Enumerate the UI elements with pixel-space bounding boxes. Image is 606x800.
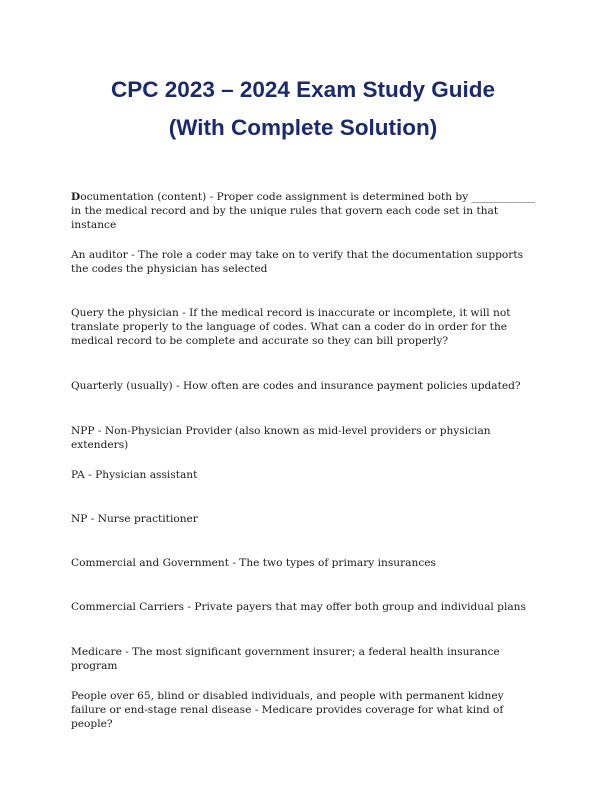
study-entry-commercial-government: Commercial and Government - The two types of primary insurances xyxy=(71,557,436,569)
study-entry-query-physician: Query the physician - If the medical record is inaccurate or incomplete, it will not translate properly to the language of codes. What can a coder do in order for the medical record to be complete and accurate so they can bill properly? xyxy=(71,307,511,348)
study-entry-medicare: Medicare - The most significant government insurer; a federal health insurance program xyxy=(71,646,500,673)
drop-letter: D xyxy=(71,191,81,203)
study-entry-commercial-carriers: Commercial Carriers - Private payers that may offer both group and individual plans xyxy=(71,601,526,613)
study-entry-pa: PA - Physician assistant xyxy=(71,469,198,481)
study-entry-documentation xyxy=(71,190,541,233)
entry-text: ocumentation (content) - Proper code assignment is determined both by ____________ in the medical record and by the unique rules that govern each code set in that instance xyxy=(71,191,536,232)
document-title-line-2: (With Complete Solution) xyxy=(168,115,438,140)
study-entry-npp: NPP - Non-Physician Provider (also known as mid-level providers or physician extenders) xyxy=(71,425,491,452)
study-entry-quarterly: Quarterly (usually) - How often are codes and insurance payment policies updated? xyxy=(71,380,521,392)
study-entry-np: NP - Nurse practitioner xyxy=(71,513,198,525)
study-entry-medicare-coverage: People over 65, blind or disabled individuals, and people with permanent kidney failure or end-stage renal disease - Medicare provides coverage for what kind of people? xyxy=(71,690,504,731)
study-entry-auditor: An auditor - The role a coder may take on to verify that the documentation supports the codes the physician has selected xyxy=(71,249,524,276)
document-title-line-1: CPC 2023 – 2024 Exam Study Guide xyxy=(111,77,495,102)
